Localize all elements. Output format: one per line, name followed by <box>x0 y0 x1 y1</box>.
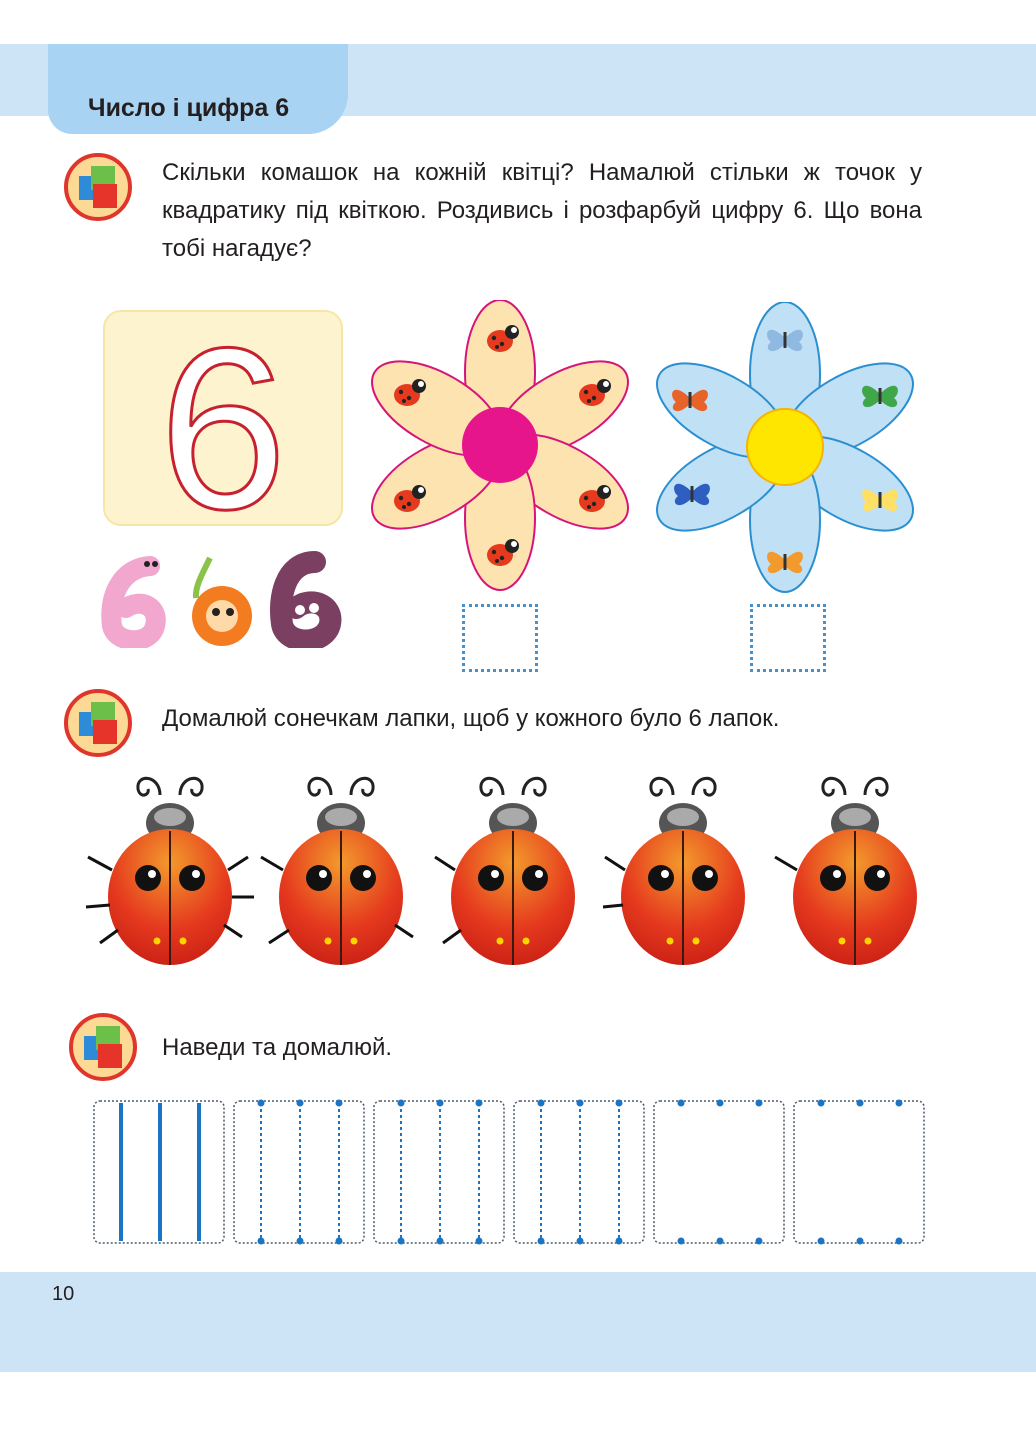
digit-six-card <box>103 310 343 526</box>
worm-six-icon <box>111 556 160 640</box>
ladybug-icon <box>775 778 917 965</box>
ladybug-icon <box>261 778 413 965</box>
flower-ladybugs <box>355 300 645 595</box>
butterfly-icon <box>767 330 803 351</box>
footer-band <box>0 1272 1036 1372</box>
butterfly-icon <box>672 390 708 411</box>
task-3-text: Наведи та домалюй. <box>162 1034 393 1061</box>
ladybugs-row <box>85 775 945 975</box>
butterfly-icon <box>862 490 898 511</box>
ladybug-icon <box>86 778 254 965</box>
tracing-boxes[interactable] <box>90 1095 930 1250</box>
monkey-six-icon <box>192 558 252 646</box>
snake-six-icon <box>281 562 330 641</box>
page-number: 10 <box>52 1283 75 1305</box>
big-digit-six[interactable]: 6 <box>159 312 287 524</box>
task-icon <box>63 688 133 758</box>
ladybug-icon <box>603 778 745 965</box>
butterfly-icon <box>862 386 898 407</box>
butterfly-icon <box>674 484 710 505</box>
answer-box-flower-2[interactable] <box>750 604 826 672</box>
page-title: Число і цифра 6 <box>88 94 290 122</box>
task-icon <box>63 152 133 222</box>
ladybug-icon <box>435 778 575 965</box>
answer-box-flower-1[interactable] <box>462 604 538 672</box>
flower-butterflies <box>640 302 930 597</box>
task-1-text: Скільки комашок на кожній квітці? Намалюй стільки ж точок у квадратику під квіткою. Роздивись і розфарбуй цифру 6. Що вона тобі нагадує? <box>162 159 922 262</box>
butterfly-icon <box>767 552 803 573</box>
task-2-text: Домалюй сонечкам лапки, щоб у кожного було 6 лапок. <box>162 705 780 732</box>
task-icon <box>68 1012 138 1082</box>
character-sixes <box>100 548 345 648</box>
